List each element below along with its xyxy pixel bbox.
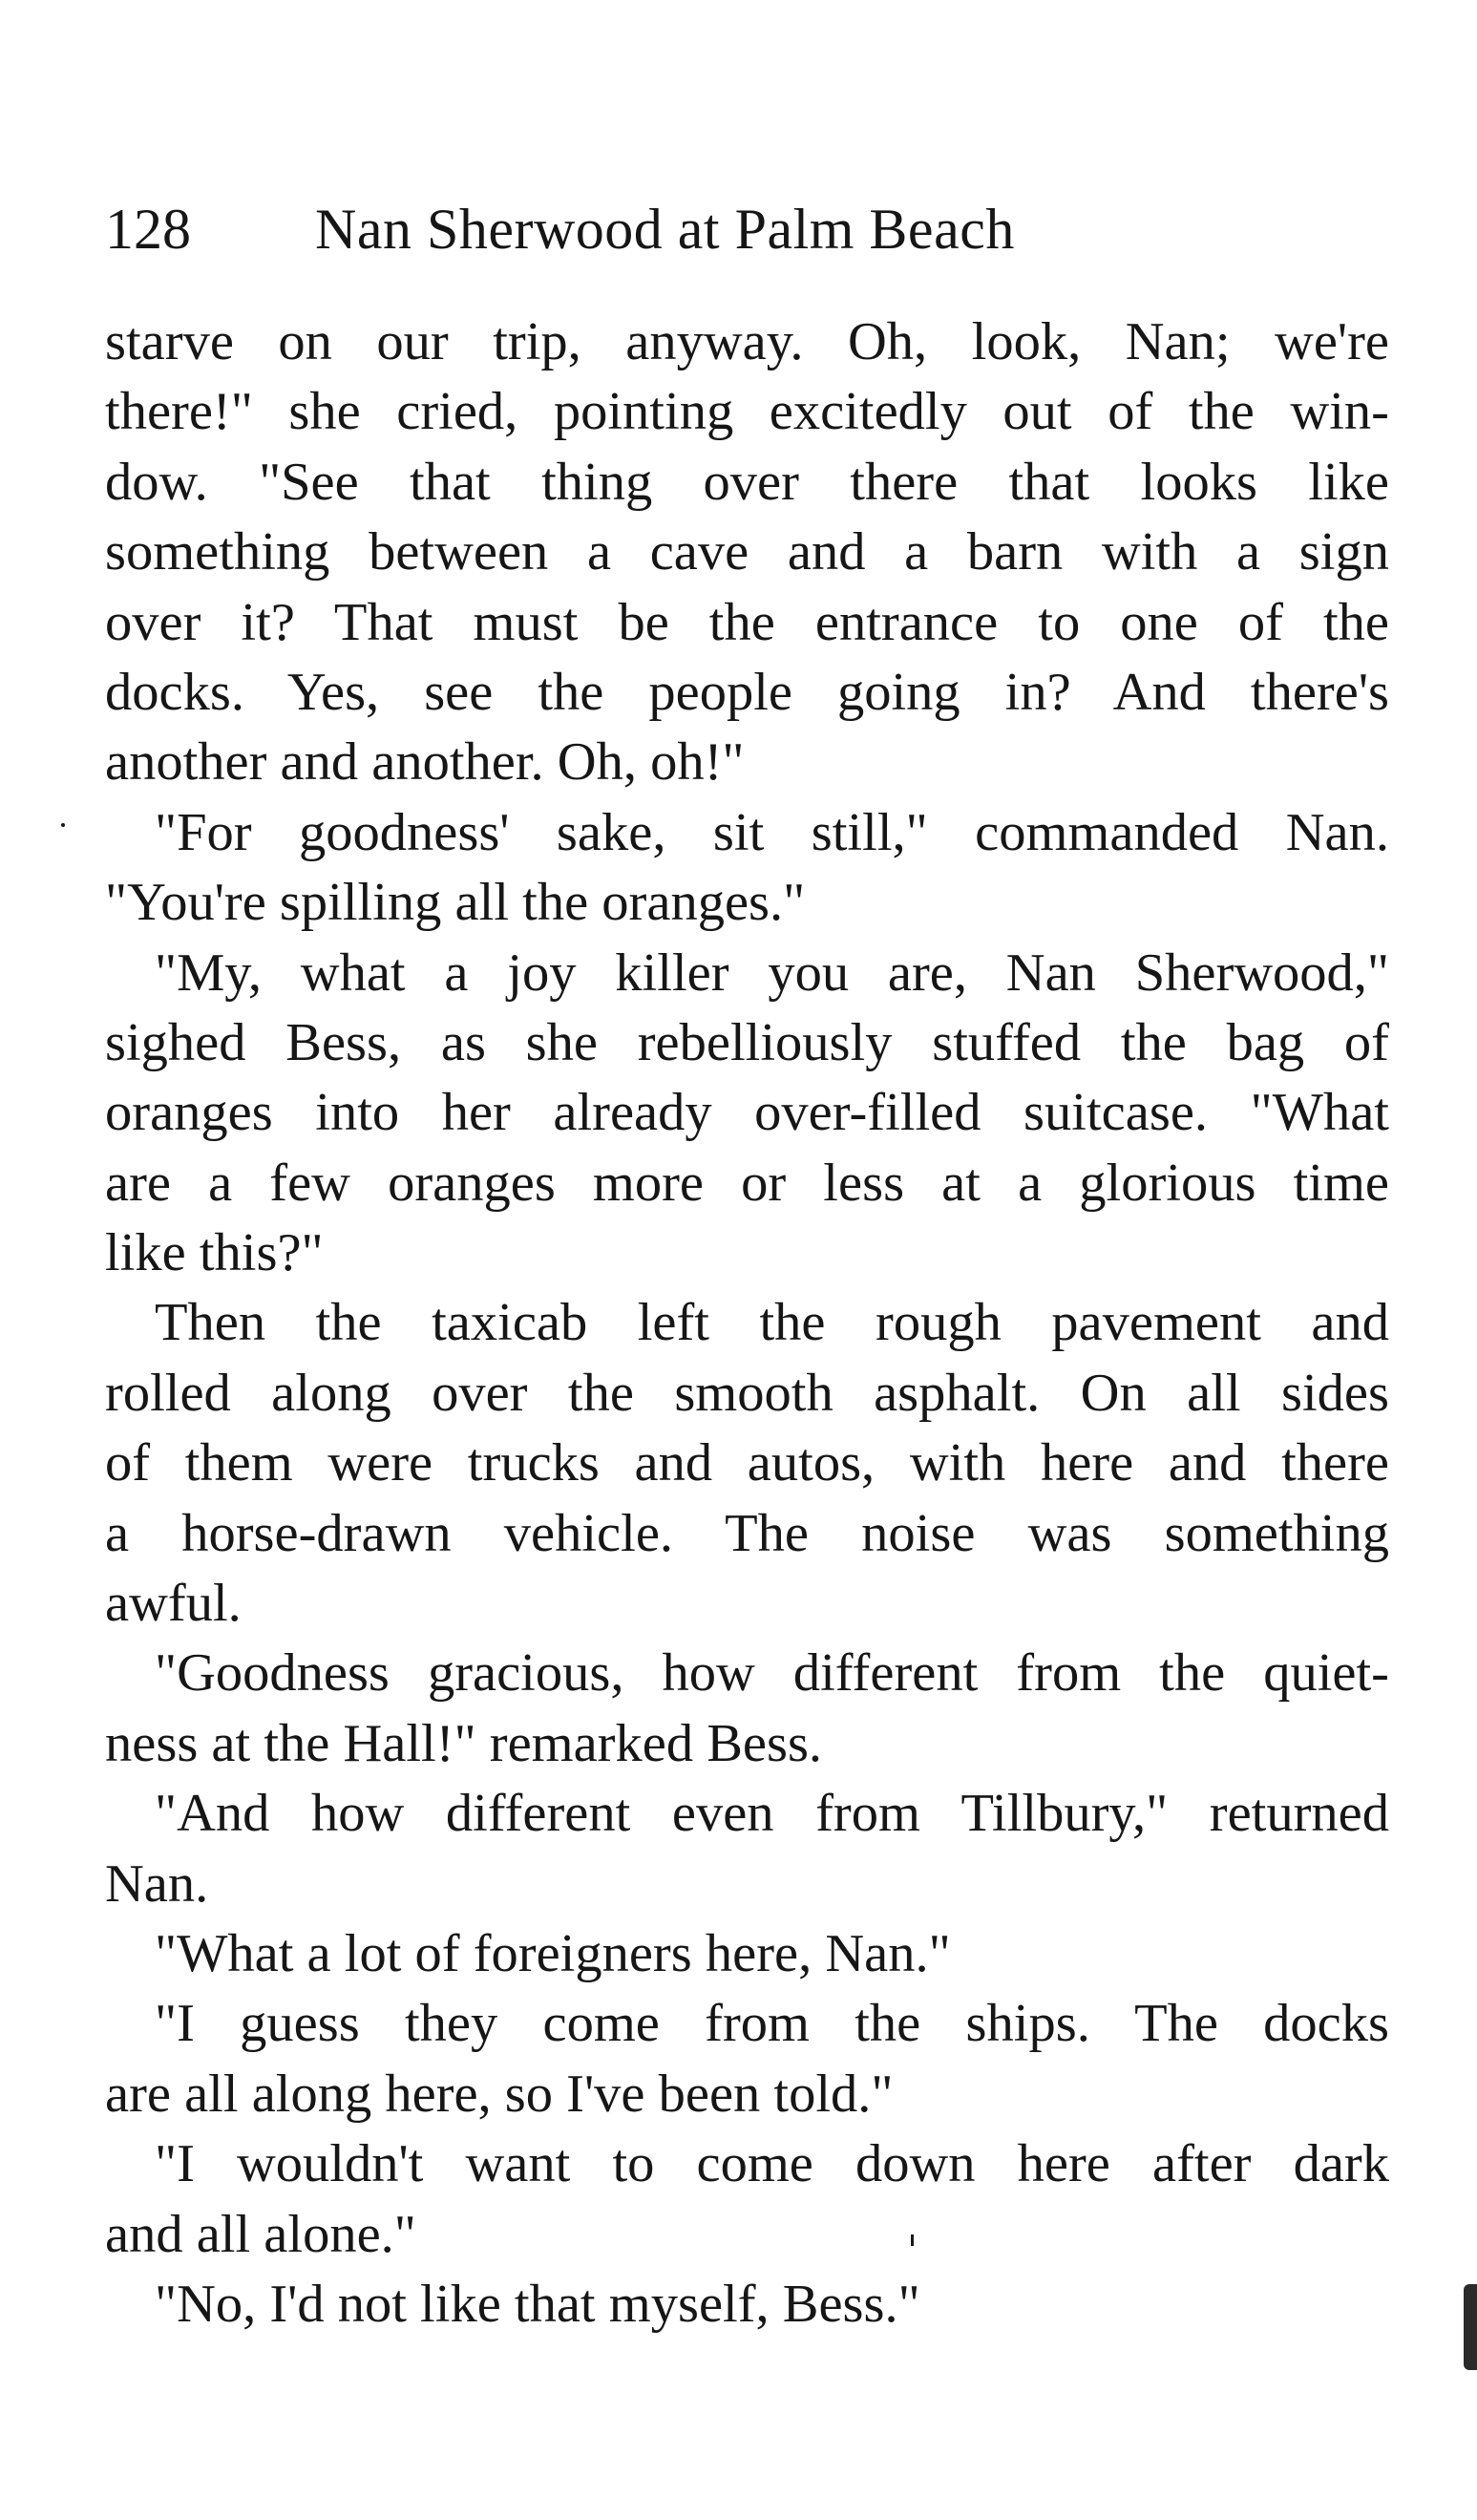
text-line: rolled along over the smooth asphalt. On all sides	[105, 1363, 1389, 1423]
text-line: are a few oranges more or less at a glorious time	[105, 1153, 1389, 1213]
text-line: starve on our trip, anyway. Oh, look, Nan; we're	[105, 312, 1389, 371]
text-line: awful.	[105, 1574, 242, 1634]
text-line: sighed Bess, as she rebelliously stuffed the bag of	[105, 1012, 1389, 1072]
text-line: "Goodness gracious, how different from the quiet-	[155, 1643, 1389, 1704]
text-line: docks. Yes, see the people going in? And there's	[105, 662, 1389, 722]
text-line: "I guess they come from the ships. The docks	[155, 1994, 1389, 2054]
text-line: "My, what a joy killer you are, Nan Sherwood,"	[155, 942, 1389, 1003]
ink-speck	[911, 2234, 914, 2246]
text-line: oranges into her already over-filled suitcase. "What	[105, 1083, 1389, 1143]
text-line: and all alone."	[105, 2204, 416, 2264]
text-line: "No, I'd not like that myself, Bess."	[155, 2274, 920, 2334]
text-line: another and another. Oh, oh!"	[105, 732, 745, 793]
page-edge-mark	[1464, 2284, 1477, 2370]
text-line: "You're spilling all the oranges."	[105, 873, 806, 933]
text-line: "And how different even from Tillbury," returned	[155, 1784, 1389, 1844]
text-line: "I wouldn't want to come down here after dark	[155, 2134, 1389, 2194]
running-header	[105, 191, 1015, 267]
body-text	[105, 307, 1389, 2340]
text-line: Then the taxicab left the rough pavement and	[155, 1293, 1389, 1353]
text-line: "What a lot of foreigners here, Nan."	[155, 1923, 951, 1983]
ink-speck	[61, 823, 65, 827]
text-line: "For goodness' sake, sit still," commanded Nan.	[155, 802, 1389, 862]
running-title: Nan Sherwood at Palm Beach	[315, 198, 1015, 261]
text-line: dow. "See that thing over there that looks like	[105, 452, 1389, 512]
text-line: something between a cave and a barn with a sign	[105, 522, 1389, 582]
text-line: ness at the Hall!" remarked Bess.	[105, 1713, 823, 1773]
text-line: a horse-drawn vehicle. The noise was something	[105, 1503, 1389, 1563]
text-line: Nan.	[105, 1853, 209, 1914]
text-line: there!" she cried, pointing excitedly out of the win-	[105, 382, 1389, 442]
text-line: of them were trucks and autos, with here and there	[105, 1433, 1389, 1493]
text-line: like this?"	[105, 1223, 324, 1283]
page-number: 128	[105, 198, 191, 261]
text-line: are all along here, so I've been told."	[105, 2064, 894, 2124]
text-line: over it? That must be the entrance to one of the	[105, 592, 1389, 652]
